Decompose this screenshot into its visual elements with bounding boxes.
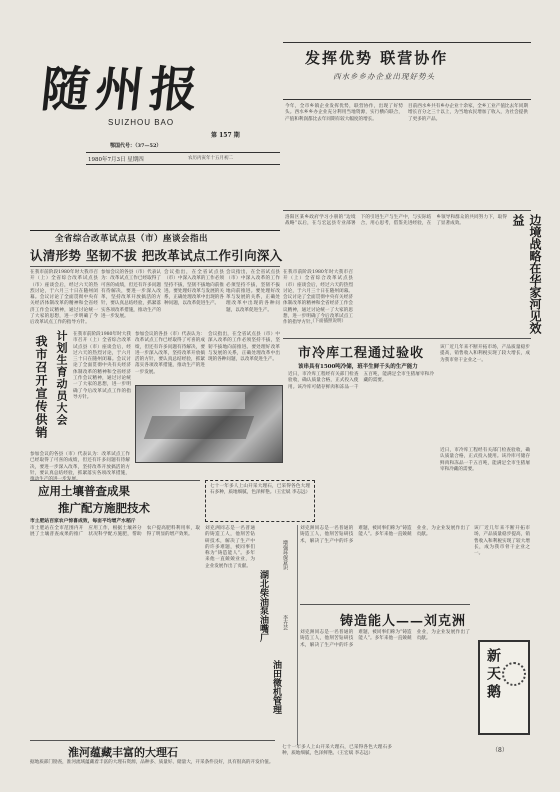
top-story-kicker: 全省综合改革试点县（市）座谈会指出	[55, 234, 209, 244]
article-body: 会议指出，在全省试点县（市）中深入改革的工作必须坚持不拔，坚韧不拔地向前推进。要处理好改革与发展的关系，正确处理改革中出现的各种问题，以改革促进生产。	[226, 270, 280, 313]
news-photo	[135, 385, 283, 463]
article-body: 在我市前阶段1980年时大我市召开（上）全省综合改革试点县（市）座谈会后，经过六天的热烈讨论，于六月三十日在随州闭幕。会议讨论了全面贯彻中央有关经济体制改革的精神和全省经济工作会议精神，通过讨论统一了大家的思想，进一步明确了今后改革试点工作的指导方针。	[30, 270, 98, 326]
masthead-char-3: 报	[146, 62, 201, 118]
article-body: 参加会议的各县（市）代表认为：改革试点工作已经取得了可喜的成绩，但还有许多问题有待解决，要进一步深入改革，坚持改革开放搞活的方针，要认真总结经验，抓紧落实各项改革措施，	[30, 452, 130, 476]
article-body: 该厂近几年来不断开拓市场，产品质量稳步提高，销售收入和利税实现了较大增长，成为我市骨干企业之一。	[474, 526, 530, 557]
article-body: 洛阳区某乡政府学习小册的“边境战略”以后，在与宏远县专业部署下的引进生产与生产中，与实际结合，用心思考，借鉴先进经验，在乡领导和群众的共同努力下，取得了显著成效。	[285, 215, 507, 227]
masthead-char-1: 随	[38, 62, 93, 118]
date-meta: 农历丙寅年十五月初二	[188, 156, 233, 161]
cold-storage-subtitle: 该串具有1500吨冷储，班半生鲜千头的生产能力	[298, 364, 418, 370]
article-body: 在我市前阶段1980年时大我市召开（上）全省综合改革试点县（市）座谈会后，经过六天的热烈讨论，于六月三十日在随州闭幕。会议讨论了全面贯彻中央有关经济体制改革的精神和全省经济工作会议精神，通过讨论统一了大家的思想，进一步明确了今后改革试点工作的指导方针。	[283, 270, 353, 326]
bottom-left-title: 淮河蕴藏丰富的大理石	[68, 746, 178, 759]
headline-right-subtitle: 西水乡乡办企业出现好势头	[333, 72, 435, 81]
date-line: 1980年7月3日 星期四	[88, 157, 144, 163]
photo-caption: （下面插照说明）	[310, 319, 346, 324]
capable-person-title: 铸造能人——刘克洲	[340, 614, 467, 629]
vertical-headline-left-sub: 计划生育动员大会	[55, 330, 68, 426]
article-body: 刘克洲同志是一名普通的铸造工人，他刻苦钻研技术，解决了生产中的许多难题，被同事们称为“铸造能人”。多年来他一直兢兢业业，为企业发展作出了贡献。	[300, 630, 470, 648]
vertical-headline-mid-d: 李卉芸	[282, 615, 288, 630]
masthead-char-2: 州	[92, 62, 147, 118]
vertical-headline-mid-a: 湖北柴油泵油嘴厂	[258, 570, 268, 642]
article-body: 七十一年多人上山开采大理石，已采得各色大理石多种，质地细腻，色泽鲜艳。（王宏斌 李志远）	[210, 484, 311, 496]
page-number: （8）	[492, 747, 508, 754]
article-body: 刘克洲同志是一名普通的铸造工人，他刻苦钻研技术，解决了生产中的许多难题，被同事们称为“铸造能人”。多年来他一直兢兢业业，为企业发展作出了贡献。	[205, 526, 255, 569]
article-body: 近日，市冷库工程经有关部门检查验收，确认质量合格，正式投入使用。该冷库可储存鲜肉和冻品一千五百吨，能满足全市生猪屠宰和冷藏的需要。	[440, 448, 530, 472]
article-body: 参加会议的各县（市）代表认为：改革试点工作已经取得了可喜的成绩，但还有许多问题有待解决，要进一步深入改革，坚持改革开放搞活的方针，要认真总结经验，抓紧落实各项改革措施，推动生产的进一步发展。	[101, 270, 161, 320]
issue-number: 第 157 期	[211, 132, 240, 139]
notice-box	[205, 480, 315, 522]
article-body: 今年，全市乡镇企业发挥优势，联营协作，出现了好势头。西水乡乡办企业充分利用当地资源，实行横向联合，产值和利润都比去年同期有较大幅度的增长。	[285, 104, 403, 122]
vertical-headline-right: 边境战略在华家河见效益	[511, 214, 542, 334]
cold-storage-title: 市冷库工程通过验收	[298, 346, 425, 361]
article-body: 会议指出，在全省试点县（市）中深入改革的工作必须坚持不拔，坚韧不拔地向前推进。要处理好改革与发展的关系，正确处理改革中出现的各种问题，以改革促进生产。	[208, 332, 280, 363]
article-body: 据地质部门勘查，淮河流域蕴藏着丰富的大理石资源，品种多、质量好、储量大，开采条件良好，具有很高的开发价值。	[30, 760, 274, 765]
article-body: 目前西水乡共有乡办企业十余家，全乡工业产值比去年同期增长百分之三十以上，为当地农民增加了收入，为社会提供了更多的产品。	[408, 104, 528, 122]
badge-text: 新天鹅	[485, 648, 501, 702]
article-body: 会议指出，在全省试点县（市）中深入改革的工作必须坚持不拔，坚韧不拔地向前推进。要处理好改革与发展的关系，正确处理改革中出现的各种问题，以改革促进生产。	[164, 270, 224, 307]
flower-icon	[502, 662, 526, 686]
article-body: 近日，市冷库工程经有关部门检查验收，确认质量合格，正式投入使用。该冷库可储存鲜肉和冻品一千五百吨，能满足全市生猪屠宰和冷藏的需要。	[288, 372, 434, 390]
headline-right-box	[283, 42, 531, 100]
article-body: 该厂近几年来不断开拓市场，产品质量稳步提高，销售收入和利税实现了较大增长，成为我市骨干企业之一。	[440, 345, 530, 363]
top-story-title: 认清形势 坚韧不拔 把改革试点工作引向深入	[30, 248, 283, 263]
article-body: 市土肥站在全市范围内开展了土壤普查成果的推广应用工作，根据土壤养分状况科学配方施肥，帮助农户提高肥料利用率，取得了明显的增产效果。	[30, 526, 200, 538]
soil-tech-title2: 推广配方施肥技术	[58, 501, 150, 515]
masthead	[28, 50, 278, 230]
headline-right-title: 发挥优势 联营协作	[305, 49, 449, 67]
article-body: 参加会议的各县（市）代表认为：改革试点工作已经取得了可喜的成绩，但还有许多问题有待解决，要进一步深入改革，坚持改革开放搞活的方针，要认真总结经验，抓紧落实各项改革措施，推动生产的进一步发展。	[135, 332, 205, 375]
internal-code: 鄂国代号：（37—52）	[110, 143, 162, 149]
article-body: 在我市前阶段1980年时大我市召开（上）全省综合改革试点县（市）座谈会后，经过六天的热烈讨论，于六月三十日在随州闭幕。会议讨论了全面贯彻中央有关经济体制改革的精神和全省经济工作会议精神，通过讨论统一了大家的思想，进一步明确了今后改革试点工作的指导方针。	[73, 332, 131, 400]
vertical-headline-left: 我市召开宣传供销	[34, 335, 48, 439]
vertical-headline-mid-b: 油田微机管理	[271, 660, 281, 714]
masthead-pinyin: SUIZHOU BAO	[108, 118, 175, 127]
vertical-headline-mid-c: 增强环保意识	[282, 540, 288, 570]
badge	[478, 640, 530, 735]
article-body: 刘克洲同志是一名普通的铸造工人，他刻苦钻研技术，解决了生产中的许多难题，被同事们称为“铸造能人”。多年来他一直兢兢业业，为企业发展作出了贡献。	[300, 526, 470, 544]
soil-tech-title: 应用土壤普查成果	[38, 484, 130, 498]
masthead-title	[38, 50, 262, 120]
soil-tech-subtitle: 市土肥站百家农户惊喜成效，每亩平均增产水稻斤	[30, 518, 136, 524]
article-body: 七十一年多人上山开采大理石，已采得各色大理石多种，质地细腻，色泽鲜艳。（王宏斌 李志远）	[282, 745, 392, 757]
